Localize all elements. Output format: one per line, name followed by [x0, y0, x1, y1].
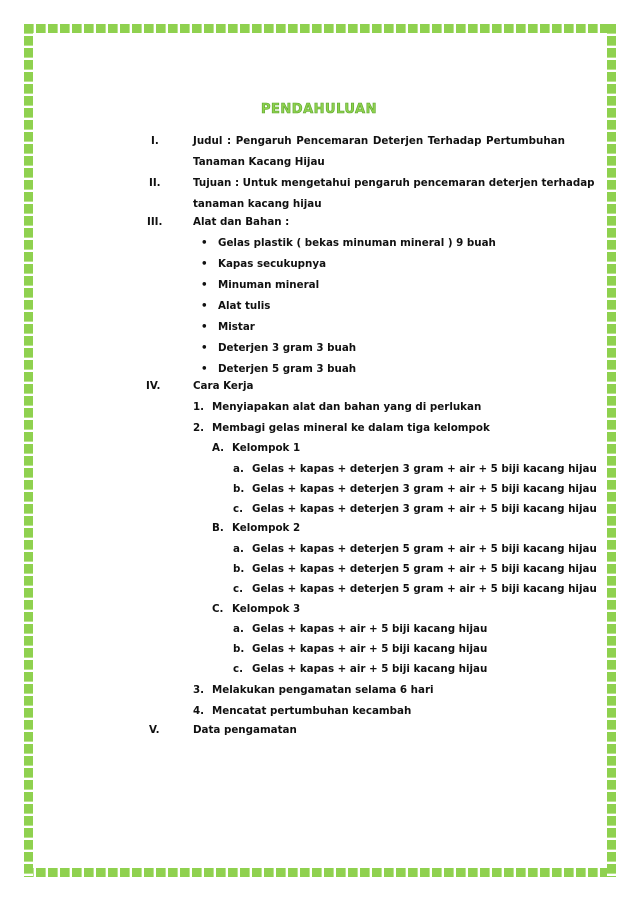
group-letter: C.	[212, 603, 224, 615]
material-item: • Minuman mineral	[218, 279, 319, 291]
sub-item-letter: c.	[233, 583, 244, 595]
sub-item-letter: a.	[233, 623, 244, 635]
step-text: Mencatat pertumbuhan kecambah	[212, 705, 412, 717]
sub-item-letter: b.	[233, 563, 245, 575]
step-number: 1.	[193, 401, 205, 413]
sub-item-text: Gelas + kapas + deterjen 5 gram + air + 5 biji kacang hijau	[252, 563, 597, 575]
sub-item-letter: c.	[233, 503, 244, 515]
group-name: Kelompok 1	[232, 442, 301, 454]
step-number: 4.	[193, 705, 205, 717]
word: Pengaruh	[235, 135, 292, 147]
group-name: Kelompok 2	[232, 522, 301, 534]
section-numeral: I.	[151, 135, 159, 147]
group-name: Kelompok 3	[232, 603, 301, 615]
word: :	[227, 135, 232, 147]
objective-line: Tujuan : Untuk mengetahui pengaruh pencemaran deterjen terhadap	[193, 177, 595, 189]
sub-item-text: Gelas + kapas + deterjen 3 gram + air + 5 biji kacang hijau	[252, 463, 597, 475]
section-heading: Data pengamatan	[193, 724, 297, 736]
sub-item-letter: b.	[233, 483, 245, 495]
step-text: Melakukan pengamatan selama 6 hari	[212, 684, 434, 696]
section-heading: Alat dan Bahan :	[193, 216, 290, 228]
step-number: 3.	[193, 684, 205, 696]
material-item: • Gelas plastik ( bekas minuman mineral ) 9 buah	[218, 237, 496, 249]
material-item: • Kapas secukupnya	[218, 258, 326, 270]
sub-item-letter: a.	[233, 463, 244, 475]
group-letter: A.	[212, 442, 225, 454]
material-item: • Deterjen 5 gram 3 buah	[218, 363, 356, 375]
section-numeral: II.	[149, 177, 161, 189]
sub-item-text: Gelas + kapas + air + 5 biji kacang hijau	[252, 623, 488, 635]
step-text: Membagi gelas mineral ke dalam tiga kelompok	[212, 422, 490, 434]
word: Terhadap	[427, 135, 482, 147]
section-numeral: III.	[147, 216, 163, 228]
word: Deterjen	[372, 135, 424, 147]
group-letter: B.	[212, 522, 224, 534]
material-item: • Mistar	[218, 321, 255, 333]
page-title: PENDAHULUAN	[261, 102, 377, 117]
sub-item-text: Gelas + kapas + air + 5 biji kacang hijau	[252, 663, 488, 675]
sub-item-letter: c.	[233, 663, 244, 675]
sub-item-letter: b.	[233, 643, 245, 655]
section-title-line	[193, 135, 565, 147]
objective-continuation: tanaman kacang hijau	[193, 198, 322, 210]
step-number: 2.	[193, 422, 205, 434]
word: Pencemaran	[296, 135, 369, 147]
word: Judul	[193, 135, 223, 147]
sub-item-text: Gelas + kapas + air + 5 biji kacang hijau	[252, 643, 488, 655]
word: Pertumbuhan	[486, 135, 565, 147]
step-text: Menyiapakan alat dan bahan yang di perlukan	[212, 401, 482, 413]
material-item: • Deterjen 3 gram 3 buah	[218, 342, 356, 354]
section-numeral: IV.	[146, 380, 161, 392]
section-numeral: V.	[149, 724, 160, 736]
sub-item-text: Gelas + kapas + deterjen 3 gram + air + 5 biji kacang hijau	[252, 503, 597, 515]
section-heading: Cara Kerja	[193, 380, 254, 392]
section-title-continuation: Tanaman Kacang Hijau	[193, 156, 325, 168]
sub-item-letter: a.	[233, 543, 244, 555]
sub-item-text: Gelas + kapas + deterjen 5 gram + air + 5 biji kacang hijau	[252, 543, 597, 555]
sub-item-text: Gelas + kapas + deterjen 5 gram + air + 5 biji kacang hijau	[252, 583, 597, 595]
sub-item-text: Gelas + kapas + deterjen 3 gram + air + 5 biji kacang hijau	[252, 483, 597, 495]
material-item: • Alat tulis	[218, 300, 270, 312]
